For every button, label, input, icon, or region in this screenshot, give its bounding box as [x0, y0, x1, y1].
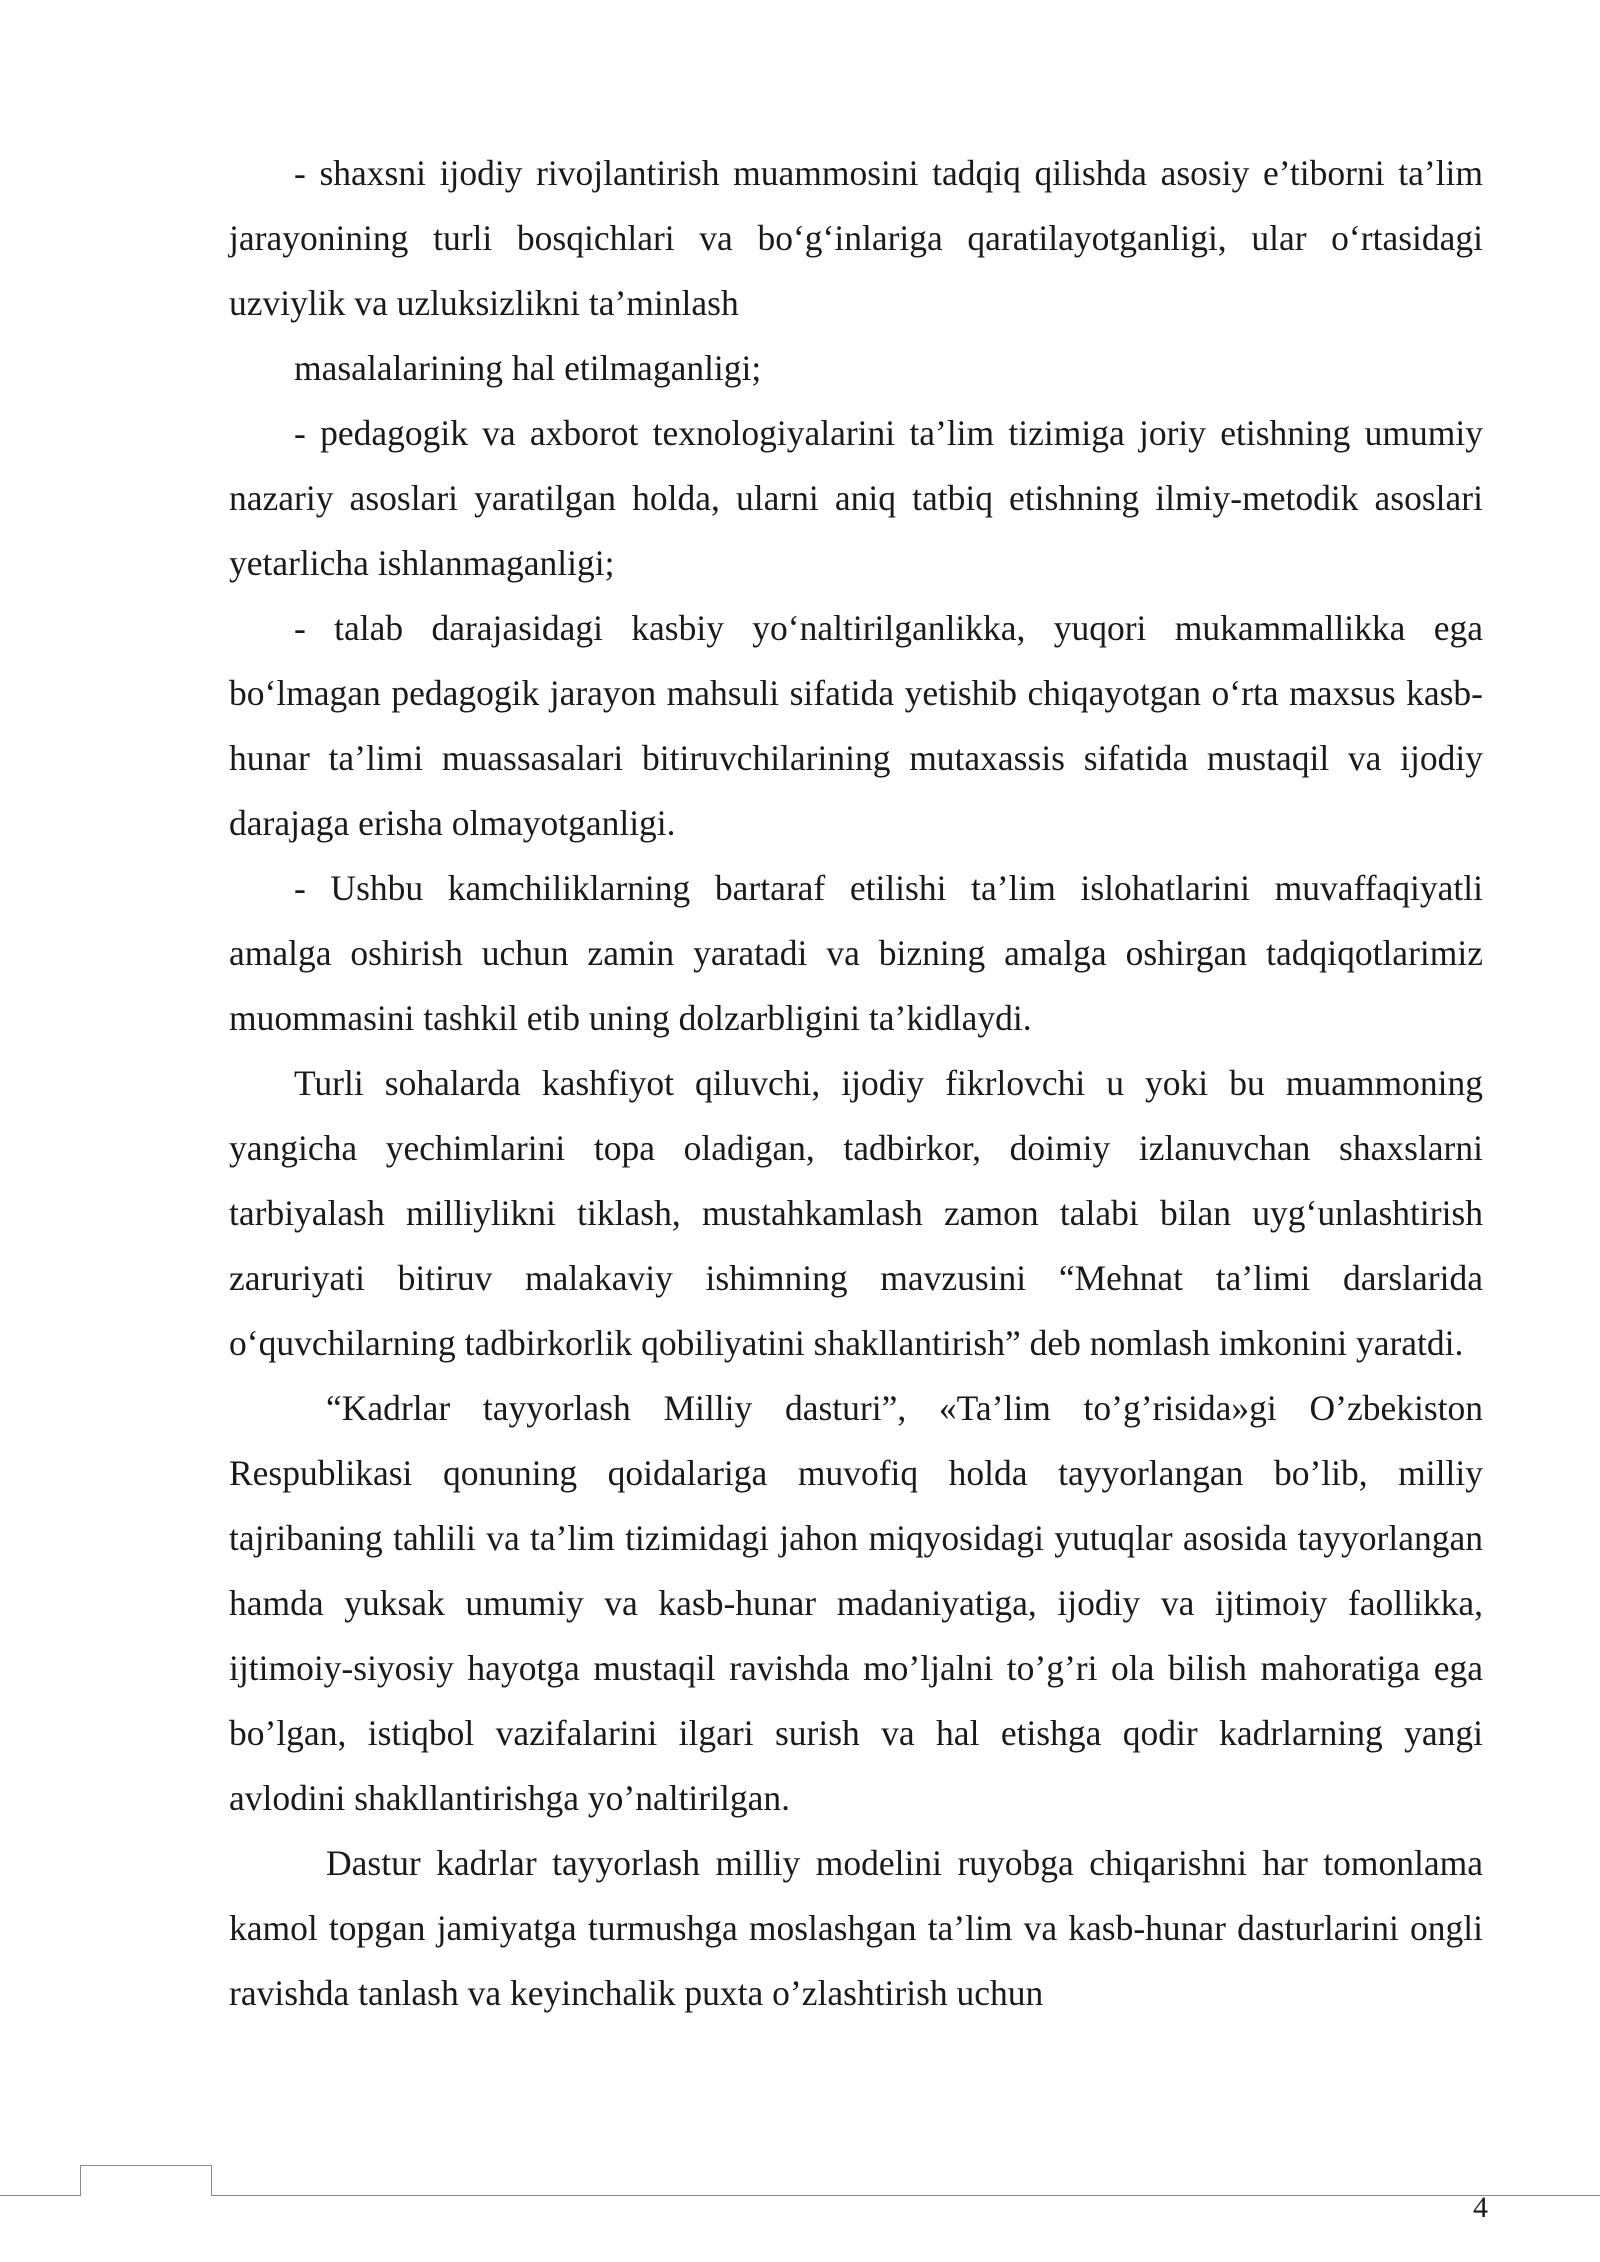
- paragraph-5: - Ushbu kamchiliklarning bartaraf etilishi ta’lim islohatlarini muvaffaqiyatli amalga oshirish uchun zamin yaratadi va bizning amalga oshirgan tadqiqotlarimiz muommasini tashkil etib uning dolzarbligini ta’kidlaydi.: [229, 868, 1483, 1038]
- page-number: 4: [1473, 2191, 1488, 2224]
- footer-divider: [0, 2195, 1600, 2196]
- footer-tab-box: [80, 2165, 212, 2196]
- paragraph-3: - pedagogik va axborot texnologiyalarini ta’lim tizimiga joriy etishning umumiy nazariy asoslari yaratilgan holda, ularni aniq tatbiq etishning ilmiy-metodik asoslari yetarlicha ishlanmaganligi;: [229, 413, 1483, 583]
- paragraph-6: Turli sohalarda kashfiyot qiluvchi, ijodiy fikrlovchi u yoki bu muammoning yangicha yechimlarini topa oladigan, tadbirkor, doimiy izlanuvchan shaxslarni tarbiyalash milliylikni tiklash, mustahkamlash zamon talabi bilan uyg‘unlashtirish zaruriyati bitiruv malakaviy ishimning mavzusini “Mehnat ta’limi darslarida o‘quvchilarning tadbirkorlik qobiliyatini shakllantirish” deb nomlash imkonini yaratdi.: [229, 1063, 1483, 1363]
- paragraph-2: masalalarining hal etilmaganligi;: [294, 348, 762, 388]
- paragraph-1: - shaxsni ijodiy rivojlantirish muammosini tadqiq qilishda asosiy e’tiborni ta’lim jarayonining turli bosqichlari va bo‘g‘inlariga qaratilayotganligi, ular o‘rtasidagi uzviylik va uzluksizlikni ta’minlash: [229, 153, 1483, 323]
- document-body: [229, 141, 1483, 2026]
- paragraph-4: - talab darajasidagi kasbiy yo‘naltirilganlikka, yuqori mukammallikka ega bo‘lmagan pedagogik jarayon mahsuli sifatida yetishib chiqayotgan o‘rta maxsus kasb-hunar ta’limi muassasalari bitiruvchilarining mutaxassis sifatida mustaqil va ijodiy darajaga erisha olmayotganligi.: [229, 608, 1483, 843]
- paragraph-7: “Kadrlar tayyorlash Milliy dasturi”, «Ta’lim to’g’risida»gi O’zbekiston Respublikasi qonuning qoidalariga muvofiq holda tayyorlangan bo’lib, milliy tajribaning tahlili va ta’lim tizimidagi jahon miqyosidagi yutuqlar asosida tayyorlangan hamda yuksak umumiy va kasb-hunar madaniyatiga, ijodiy va ijtimoiy faollikka, ijtimoiy-siyosiy hayotga mustaqil ravishda mo’ljalni to’g’ri ola bilish mahoratiga ega bo’lgan, istiqbol vazifalarini ilgari surish va hal etishga qodir kadrlarning yangi avlodini shakllantirishga yo’naltirilgan.: [229, 1388, 1483, 1818]
- paragraph-8: Dastur kadrlar tayyorlash milliy modelini ruyobga chiqarishni har tomonlama kamol topgan jamiyatga turmushga moslashgan ta’lim va kasb-hunar dasturlarini ongli ravishda tanlash va keyinchalik puxta o’zlashtirish uchun: [229, 1843, 1483, 2013]
